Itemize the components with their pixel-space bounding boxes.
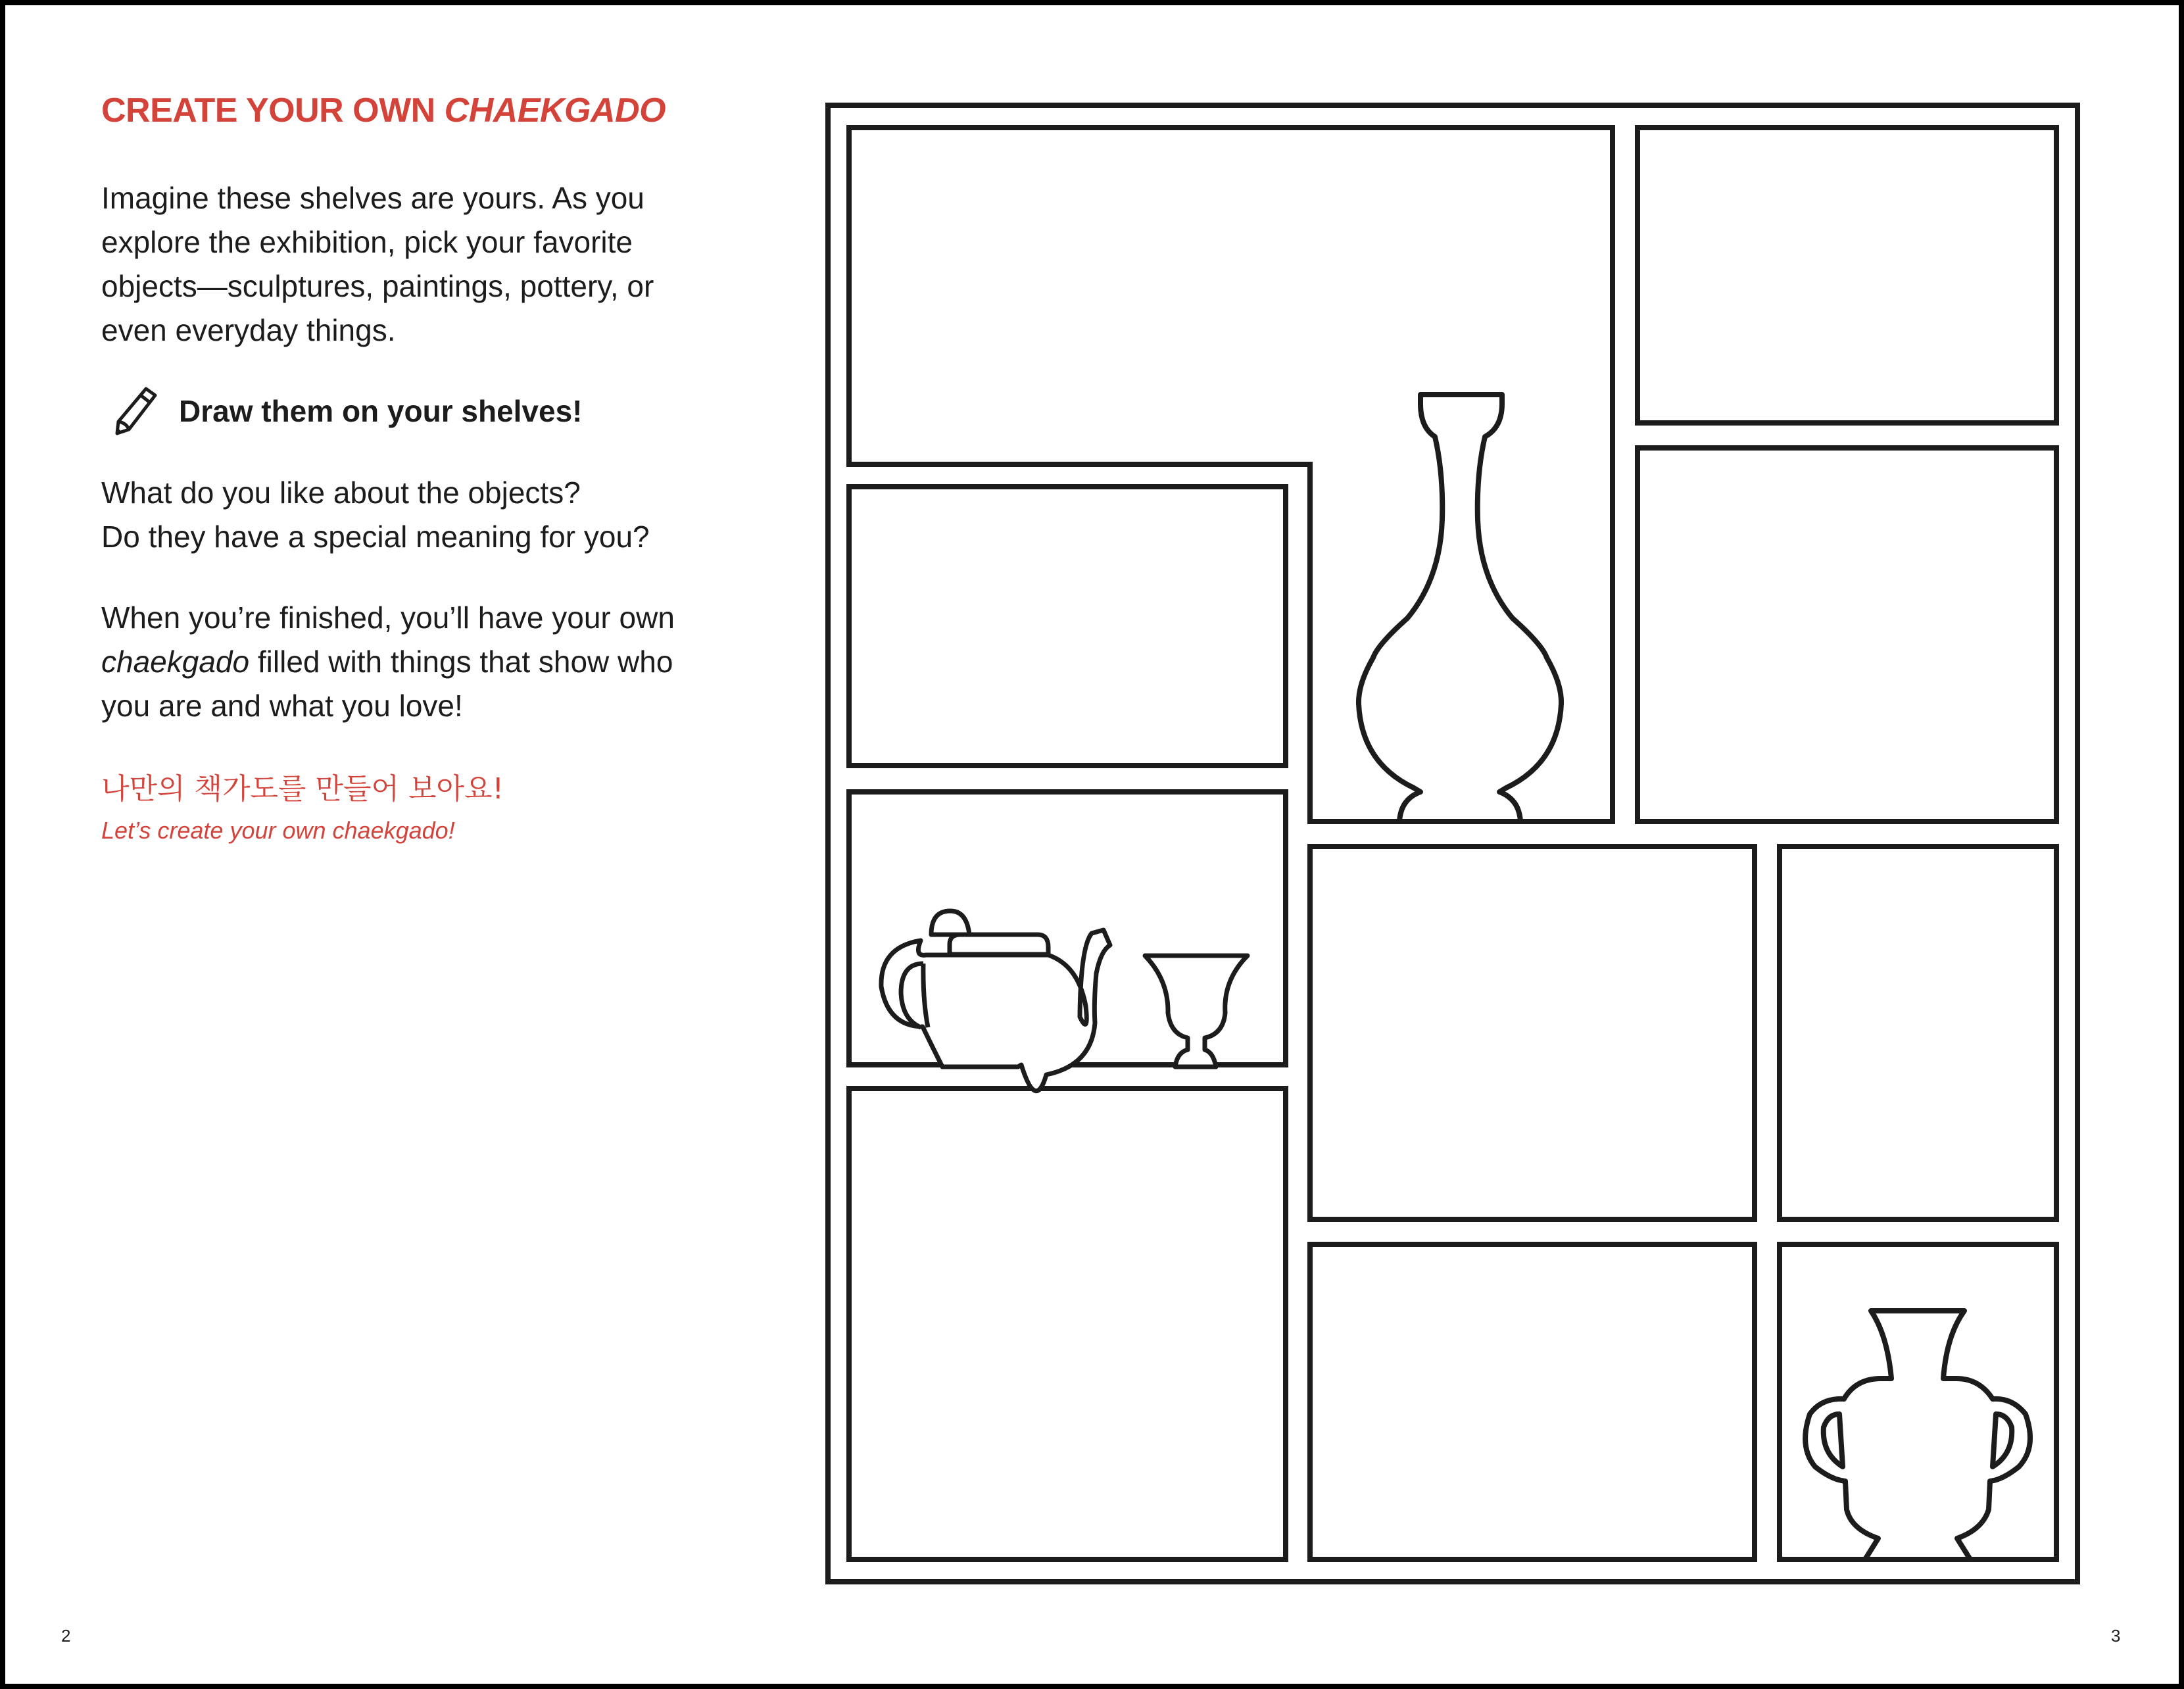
intro-line: even everyday things. (101, 313, 396, 347)
compartment-top-right[interactable] (1638, 128, 2056, 423)
closing-line: you are and what you love! (101, 689, 463, 723)
page-number-right: 3 (2111, 1626, 2121, 1646)
korean-heading: 나만의 책가도를 만들어 보아요! (101, 772, 504, 806)
english-tagline: Let’s create your own chaekgado! (101, 817, 455, 844)
compartment-center-middle[interactable] (1310, 846, 1755, 1219)
question-line: Do they have a special meaning for you? (101, 520, 650, 554)
compartment-left-second[interactable] (849, 487, 1286, 766)
page-number-left: 2 (61, 1626, 71, 1646)
closing-emphasis: chaekgado (101, 645, 250, 679)
intro-line: Imagine these shelves are yours. As you (101, 181, 644, 215)
closing-line: filled with things that show who (249, 645, 673, 679)
intro-line: objects—sculptures, paintings, pottery, or (101, 269, 654, 303)
draw-instruction-label: Draw them on your shelves! (179, 394, 583, 428)
title-prefix: CREATE YOUR OWN (101, 91, 445, 130)
compartment-right-middle[interactable] (1638, 448, 2056, 821)
compartment-right-lower-middle[interactable] (1780, 846, 2056, 1219)
title-emphasis: CHAEKGADO (444, 91, 666, 130)
question-line: What do you like about the objects? (101, 476, 581, 510)
closing-line: When you’re finished, you’ll have your own (101, 600, 675, 635)
compartment-left-bottom[interactable] (849, 1089, 1286, 1559)
compartment-center-bottom[interactable] (1310, 1244, 1755, 1559)
intro-line: explore the exhibition, pick your favorite (101, 225, 633, 259)
